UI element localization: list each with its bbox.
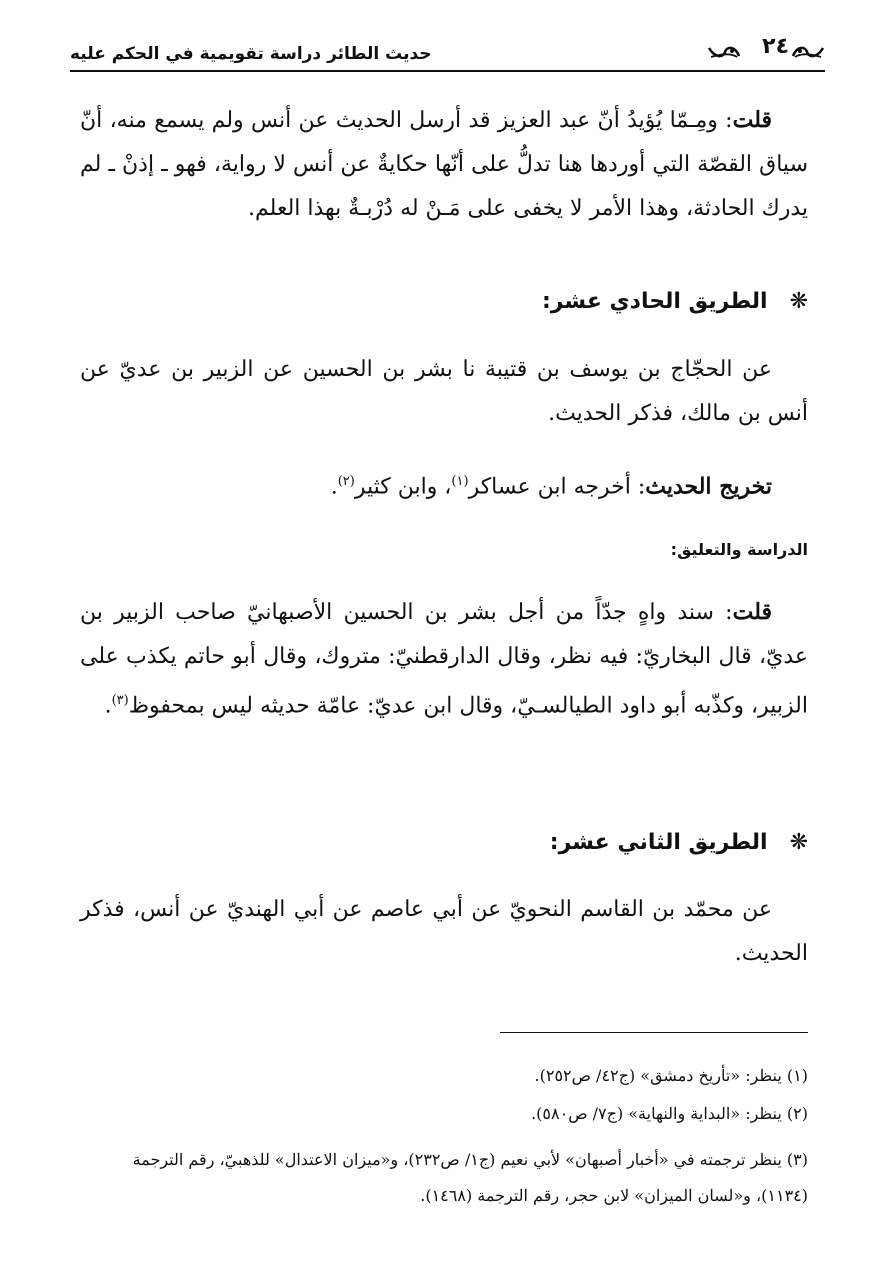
running-title: حديث الطائر دراسة تقويمية في الحكم عليه xyxy=(70,44,432,64)
footnote-ref-2[interactable]: (٢) xyxy=(337,474,355,489)
paragraph-2 xyxy=(80,348,808,436)
paragraph-3-end: . xyxy=(104,693,112,719)
footnote-3: (٣) ينظر ترجمته في «أخبار أصبهان» لأبي نعيم (ج١/ ص٢٣٢)، و«ميزان الاعتدال» للذهبيّ، رقم الترجمة (١١٣٤)، و«لسان الميزان» لابن حجر، رقم الترجمة (١٤٦٨). xyxy=(132,1150,808,1205)
takhrij-lead: تخريج الحديث xyxy=(645,473,772,500)
takhrij-paragraph xyxy=(80,460,808,509)
page-header xyxy=(70,26,825,72)
section-heading-12 xyxy=(550,830,808,855)
asterisk-flower-icon: ❋ xyxy=(789,830,808,855)
paragraph-3 xyxy=(80,590,808,728)
qultu-lead: قلت xyxy=(732,107,772,133)
footnote-rule xyxy=(500,1032,808,1033)
asterisk-flower-icon: ❋ xyxy=(789,289,808,314)
takhrij-end: . xyxy=(330,474,338,500)
study-heading: الدراسة والتعليق: xyxy=(670,540,808,559)
scroll-ornament-icon xyxy=(791,44,825,60)
takhrij-text-b: ، وابن كثير xyxy=(354,474,452,500)
heading-12-text: الطريق الثاني عشر: xyxy=(549,830,768,855)
footnote-ref-1[interactable]: (١) xyxy=(451,474,469,489)
paragraph-1-text: : ومِـمّا يُؤيدُ أنّ عبد العزيز قد أرسل الحديث عن أنس ولم يسمع منه، أنّ سياق القصّة التي أوردها هنا تدلُّ على أنّها حكايةٌ عن أنس لا رواية، فهو ـ إذنْ ـ لم يدرك الحادثة، وهذا الأمر لا يخفى على مَـنْ له دُرْبـةٌ بهذا العلم. xyxy=(80,108,808,221)
heading-11-text: الطريق الحادي عشر: xyxy=(541,289,768,314)
paragraph-2-text: عن الحجّاج بن يوسف بن قتيبة نا بشر بن الحسين عن الزبير بن عديّ عن أنس بن مالك، فذكر الحديث. xyxy=(80,357,808,426)
scroll-ornament-icon xyxy=(707,44,741,60)
section-heading-11 xyxy=(542,289,808,314)
paragraph-4 xyxy=(80,888,808,976)
paragraph-1 xyxy=(80,98,808,231)
qultu-lead-2: قلت xyxy=(732,599,772,625)
paragraph-4-text: عن محمّد بن القاسم النحويّ عن أبي عاصم عن أبي الهنديّ عن أنس، فذكر الحديث. xyxy=(80,897,808,966)
paragraph-3-text: : سند واهٍ جدّاً من أجل بشر بن الحسين الأصبهانيّ صاحب الزبير بن عديّ، قال البخاريّ: فيه نظر، وقال الدارقطنيّ: متروك، وقال أبو حاتم يكذب على الزبير، وكذّبه أبو داود الطيالسـيّ، وقال ابن عديّ: عامّة حديثه ليس بمحفوظ xyxy=(80,600,808,719)
footnote-1: (١) ينظر: «تأريخ دمشق» (ج٤٢/ ص٢٥٢). xyxy=(534,1066,808,1085)
page-number-block xyxy=(705,32,825,68)
footnote-ref-3[interactable]: (٣) xyxy=(111,693,129,708)
footnote-2: (٢) ينظر: «البداية والنهاية» (ج٧/ ص٥٨٠). xyxy=(531,1104,808,1123)
header-rule xyxy=(70,70,825,72)
takhrij-text-a: : أخرجه ابن عساكر xyxy=(468,474,646,500)
page-number: ٢٤ xyxy=(762,34,789,59)
